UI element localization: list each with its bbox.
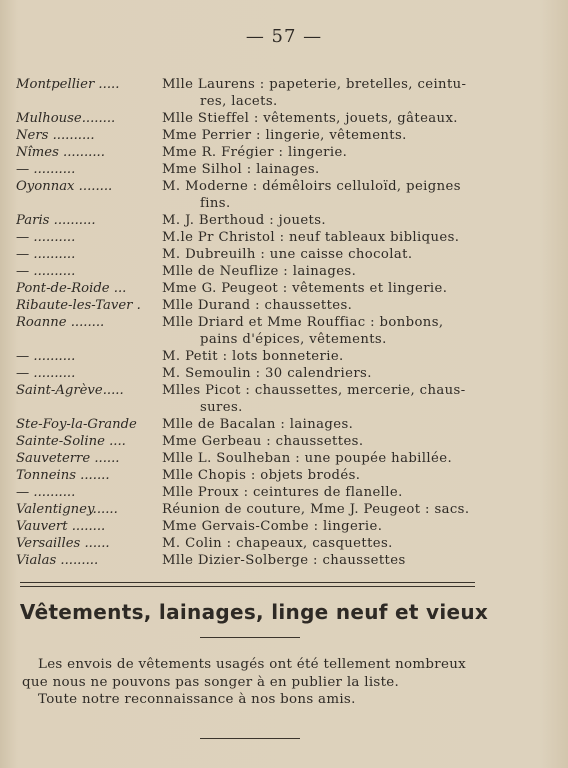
entry-description-line: Réunion de couture, Mme J. Peugeot : sacs. [162, 502, 470, 517]
donor-entry [16, 382, 496, 416]
entry-description-line: M. Moderne : démêloirs celluloïd, peignes [162, 179, 461, 194]
paragraph-line: Toute notre reconnaissance à nos bons amis. [38, 692, 356, 707]
entry-description-continuation: pains d'épices, vêtements. [200, 332, 387, 347]
entry-description-line: Mme Perrier : lingerie, vêtements. [162, 128, 407, 143]
page-number: — 57 — [245, 26, 323, 47]
entry-description-line: M. Colin : chapeaux, casquettes. [162, 536, 393, 551]
entry-description-line: Mme G. Peugeot : vêtements et lingerie. [162, 281, 448, 296]
entry-description-continuation: fins. [200, 196, 231, 211]
entry-description [162, 314, 496, 348]
entry-place: Pont-de-Roide ... [16, 281, 127, 296]
entry-description-line: Mlle Stieffel : vêtements, jouets, gâteaux. [162, 111, 458, 126]
entry-description-line: Mme R. Frégier : lingerie. [162, 145, 348, 160]
entry-place: Montpellier ..... [16, 77, 120, 92]
entry-place: Saint-Agrève..... [16, 383, 124, 398]
entry-place: Oyonnax ........ [16, 179, 113, 194]
entry-description [162, 450, 496, 467]
entry-description [162, 518, 496, 535]
entry-description [162, 110, 496, 127]
entry-description-continuation: sures. [200, 400, 243, 415]
entry-place: Versailles ...... [16, 536, 110, 551]
entry-description [162, 161, 496, 178]
donor-entry [16, 110, 496, 127]
donor-entry [16, 178, 496, 212]
entry-description [162, 76, 496, 110]
donor-entry [16, 450, 496, 467]
entry-description-continuation: res, lacets. [200, 94, 278, 109]
entry-place: Vauvert ........ [16, 519, 106, 534]
entry-description [162, 535, 496, 552]
entry-description-line: Mlle Chopis : objets brodés. [162, 468, 361, 483]
entry-place: Ste-Foy-la-Grande [16, 417, 137, 432]
title-underline [200, 637, 300, 638]
donor-entry [16, 297, 496, 314]
donor-entry [16, 229, 496, 246]
entry-description [162, 365, 496, 382]
donor-list [16, 76, 496, 569]
donor-entry [16, 127, 496, 144]
entry-description-line: M. Dubreuilh : une caisse chocolat. [162, 247, 413, 262]
entry-description-line: Mlle de Bacalan : lainages. [162, 417, 354, 432]
entry-description [162, 348, 496, 365]
entry-description [162, 246, 496, 263]
entry-description-line: Mlle L. Soulheban : une poupée habillée. [162, 451, 453, 466]
entry-description [162, 484, 496, 501]
entry-description-line: Mlle Laurens : papeterie, bretelles, ceintu- [162, 77, 467, 92]
entry-place: — .......... [16, 485, 76, 500]
entry-description [162, 467, 496, 484]
donor-entry [16, 552, 496, 569]
paragraph-line: Les envois de vêtements usagés ont été tellement nombreux [38, 657, 466, 672]
entry-place: — .......... [16, 247, 76, 262]
entry-description [162, 144, 496, 161]
entry-description [162, 416, 496, 433]
donor-entry [16, 161, 496, 178]
entry-place: — .......... [16, 366, 76, 381]
entry-description [162, 501, 496, 518]
entry-description-line: Mlle Dizier-Solberge : chaussettes [162, 553, 406, 568]
donor-entry [16, 535, 496, 552]
donor-entry [16, 314, 496, 348]
donor-entry [16, 144, 496, 161]
entry-description [162, 127, 496, 144]
entry-description-line: Mlle Durand : chaussettes. [162, 298, 353, 313]
entry-description [162, 212, 496, 229]
entry-description-line: Mme Silhol : lainages. [162, 162, 320, 177]
donor-entry [16, 467, 496, 484]
closing-rule [200, 738, 300, 739]
entry-place: Sainte-Soline .... [16, 434, 126, 449]
donor-entry [16, 263, 496, 280]
entry-description-line: M.le Pr Christol : neuf tableaux bibliques. [162, 230, 460, 245]
entry-place: Mulhouse........ [16, 111, 116, 126]
entry-place: Roanne ........ [16, 315, 105, 330]
donor-entry [16, 416, 496, 433]
entry-description-line: M. Petit : lots bonneterie. [162, 349, 344, 364]
entry-place: — .......... [16, 264, 76, 279]
donor-entry [16, 518, 496, 535]
entry-place: Vialas ......... [16, 553, 99, 568]
donor-entry [16, 280, 496, 297]
entry-description-line: Mme Gervais-Combe : lingerie. [162, 519, 383, 534]
donor-entry [16, 433, 496, 450]
section-title: Vêtements, lainages, linge neuf et vieux [19, 600, 489, 624]
entry-description-line: Mlle Proux : ceintures de flanelle. [162, 485, 403, 500]
double-rule-bottom [20, 586, 475, 587]
entry-place: Tonneins ....... [16, 468, 110, 483]
entry-description [162, 433, 496, 450]
entry-place: Paris .......... [16, 213, 96, 228]
entry-description [162, 382, 496, 416]
entry-place: — .......... [16, 162, 76, 177]
donor-entry [16, 76, 496, 110]
donor-entry [16, 484, 496, 501]
entry-description [162, 552, 496, 569]
section-paragraph [22, 656, 502, 709]
double-rule-top [20, 582, 475, 583]
entry-description-line: M. Semoulin : 30 calendriers. [162, 366, 372, 381]
donor-entry [16, 348, 496, 365]
donor-entry [16, 246, 496, 263]
entry-description-line: Mlle de Neuflize : lainages. [162, 264, 357, 279]
entry-place: Ners .......... [16, 128, 95, 143]
entry-place: — .......... [16, 349, 76, 364]
donor-entry [16, 365, 496, 382]
entry-place: — .......... [16, 230, 76, 245]
entry-place: Nîmes .......... [16, 145, 105, 160]
donor-entry [16, 212, 496, 229]
entry-description-line: Mlle Driard et Mme Rouffiac : bonbons, [162, 315, 444, 330]
entry-place: Ribaute-les-Taver . [16, 298, 141, 313]
donor-entry [16, 501, 496, 518]
entry-description [162, 263, 496, 280]
entry-description [162, 229, 496, 246]
entry-description-line: M. J. Berthoud : jouets. [162, 213, 327, 228]
paragraph-line: que nous ne pouvons pas songer à en publier la liste. [22, 674, 400, 690]
entry-place: Sauveterre ...... [16, 451, 120, 466]
entry-description-line: Mme Gerbeau : chaussettes. [162, 434, 364, 449]
entry-description [162, 178, 496, 212]
entry-description [162, 280, 496, 297]
entry-description-line: Mlles Picot : chaussettes, mercerie, chaus- [162, 383, 466, 398]
entry-place: Valentigney...... [16, 502, 118, 517]
entry-description [162, 297, 496, 314]
